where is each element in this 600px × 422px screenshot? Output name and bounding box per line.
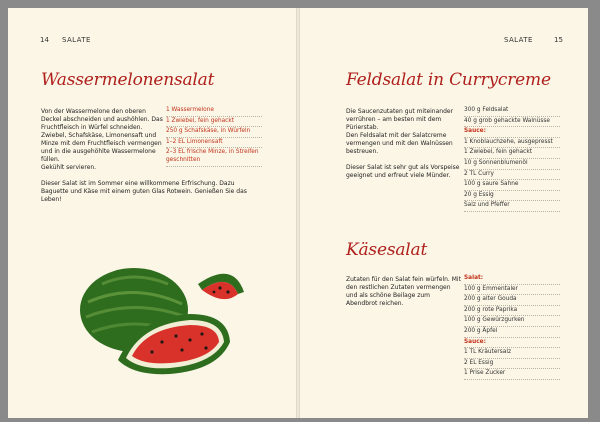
ingredient-item: 100 g Gewürzgurken — [464, 316, 560, 327]
recipe-instructions-kaesesalat — [346, 276, 462, 316]
ingredient-item: 20 g Essig — [464, 191, 560, 202]
ingredient-item: 40 g grob gehackte Walnüsse — [464, 117, 560, 128]
page-number-left: 14 — [40, 36, 49, 44]
recipe-instructions-feldsalat — [346, 108, 460, 188]
ingredient-item: 250 g Schafskäse, in Würfeln — [166, 127, 262, 138]
ingredient-item: 1 Zwiebel, fein gehackt — [464, 148, 560, 159]
ingredient-item: 1 Prise Zucker — [464, 369, 560, 380]
ingredient-item: 1 Zwiebel, fein gehackt — [166, 117, 262, 128]
recipe-tip: Dieser Salat ist im Sommer eine willkommene Erfrischung. Dazu Baguette und Käse mit einem guten Glas Rotwein. Genießen Sie das Leben! — [41, 180, 247, 203]
ingredient-item: 100 g saure Sahne — [464, 180, 560, 191]
ingredient-item: 100 g Emmentaler — [464, 285, 560, 296]
recipe-title-feldsalat: Feldsalat in Currycreme — [346, 70, 551, 90]
ingredient-item: 200 g Äpfel — [464, 327, 560, 338]
ingredient-item: 10 g Sonnenblumenöl — [464, 159, 560, 170]
recipe-title-wassermelonensalat: Wassermelonensalat — [41, 70, 215, 90]
ingredient-item: 1 Wassermelone — [166, 106, 262, 117]
ingredient-subheading: Salat: — [464, 274, 560, 285]
right-page — [300, 8, 588, 418]
ingredient-list-wassermelonensalat — [166, 106, 262, 167]
recipe-title-kaesesalat: Käsesalat — [346, 240, 428, 260]
ingredient-item: Salz und Pfeffer — [464, 201, 560, 212]
instruction-paragraph: Gekühlt servieren. — [41, 164, 97, 171]
ingredient-item: 2 TL Curry — [464, 170, 560, 181]
ingredient-item: 300 g Feldsalat — [464, 106, 560, 117]
ingredient-list-feldsalat — [464, 106, 560, 212]
left-page — [8, 8, 296, 418]
ingredient-item: 2 EL Essig — [464, 359, 560, 370]
instruction-paragraph: Die Saucenzutaten gut miteinander verrühren – am besten mit dem Pürierstab. — [346, 108, 454, 131]
ingredient-item: 1 Knoblauchzehe, ausgepresst — [464, 138, 560, 149]
section-header-left: SALATE — [62, 36, 91, 44]
instruction-paragraph: Zwiebel, Schafskäse, Limonensaft und Minze mit dem Fruchtfleisch vermengen und in die ausgehöhlte Wassermelone füllen. — [41, 132, 162, 163]
ingredient-list-kaesesalat — [464, 274, 560, 380]
ingredient-item: 1 TL Kräutersalz — [464, 348, 560, 359]
instruction-paragraph: Den Feldsalat mit der Salatcreme vermengen und mit den Walnüssen bestreuen. — [346, 132, 453, 155]
instruction-paragraph: Zutaten für den Salat fein würfeln. Mit den restlichen Zutaten vermengen und als schöne Beilage zum Abendbrot reichen. — [346, 276, 461, 307]
ingredient-subheading: Sauce: — [464, 338, 560, 349]
ingredient-item: 2–3 EL frische Minze, in Streifen geschnitten — [166, 148, 262, 166]
ingredient-item: 1–2 EL Limonensaft — [166, 138, 262, 149]
watermelon-illustration — [78, 262, 248, 377]
page-number-right: 15 — [554, 36, 563, 44]
ingredient-item: 200 g alter Gouda — [464, 295, 560, 306]
section-header-right: SALATE — [504, 36, 533, 44]
ingredient-item: 200 g rote Paprika — [464, 306, 560, 317]
instruction-paragraph: Dieser Salat ist sehr gut als Vorspeise geeignet und erfreut viele Münder. — [346, 164, 460, 179]
instruction-paragraph: Von der Wassermelone den oberen Deckel abschneiden und aushöhlen. Das Fruchtfleisch in Würfel schneiden. — [41, 108, 163, 131]
ingredient-subheading: Sauce: — [464, 127, 560, 138]
